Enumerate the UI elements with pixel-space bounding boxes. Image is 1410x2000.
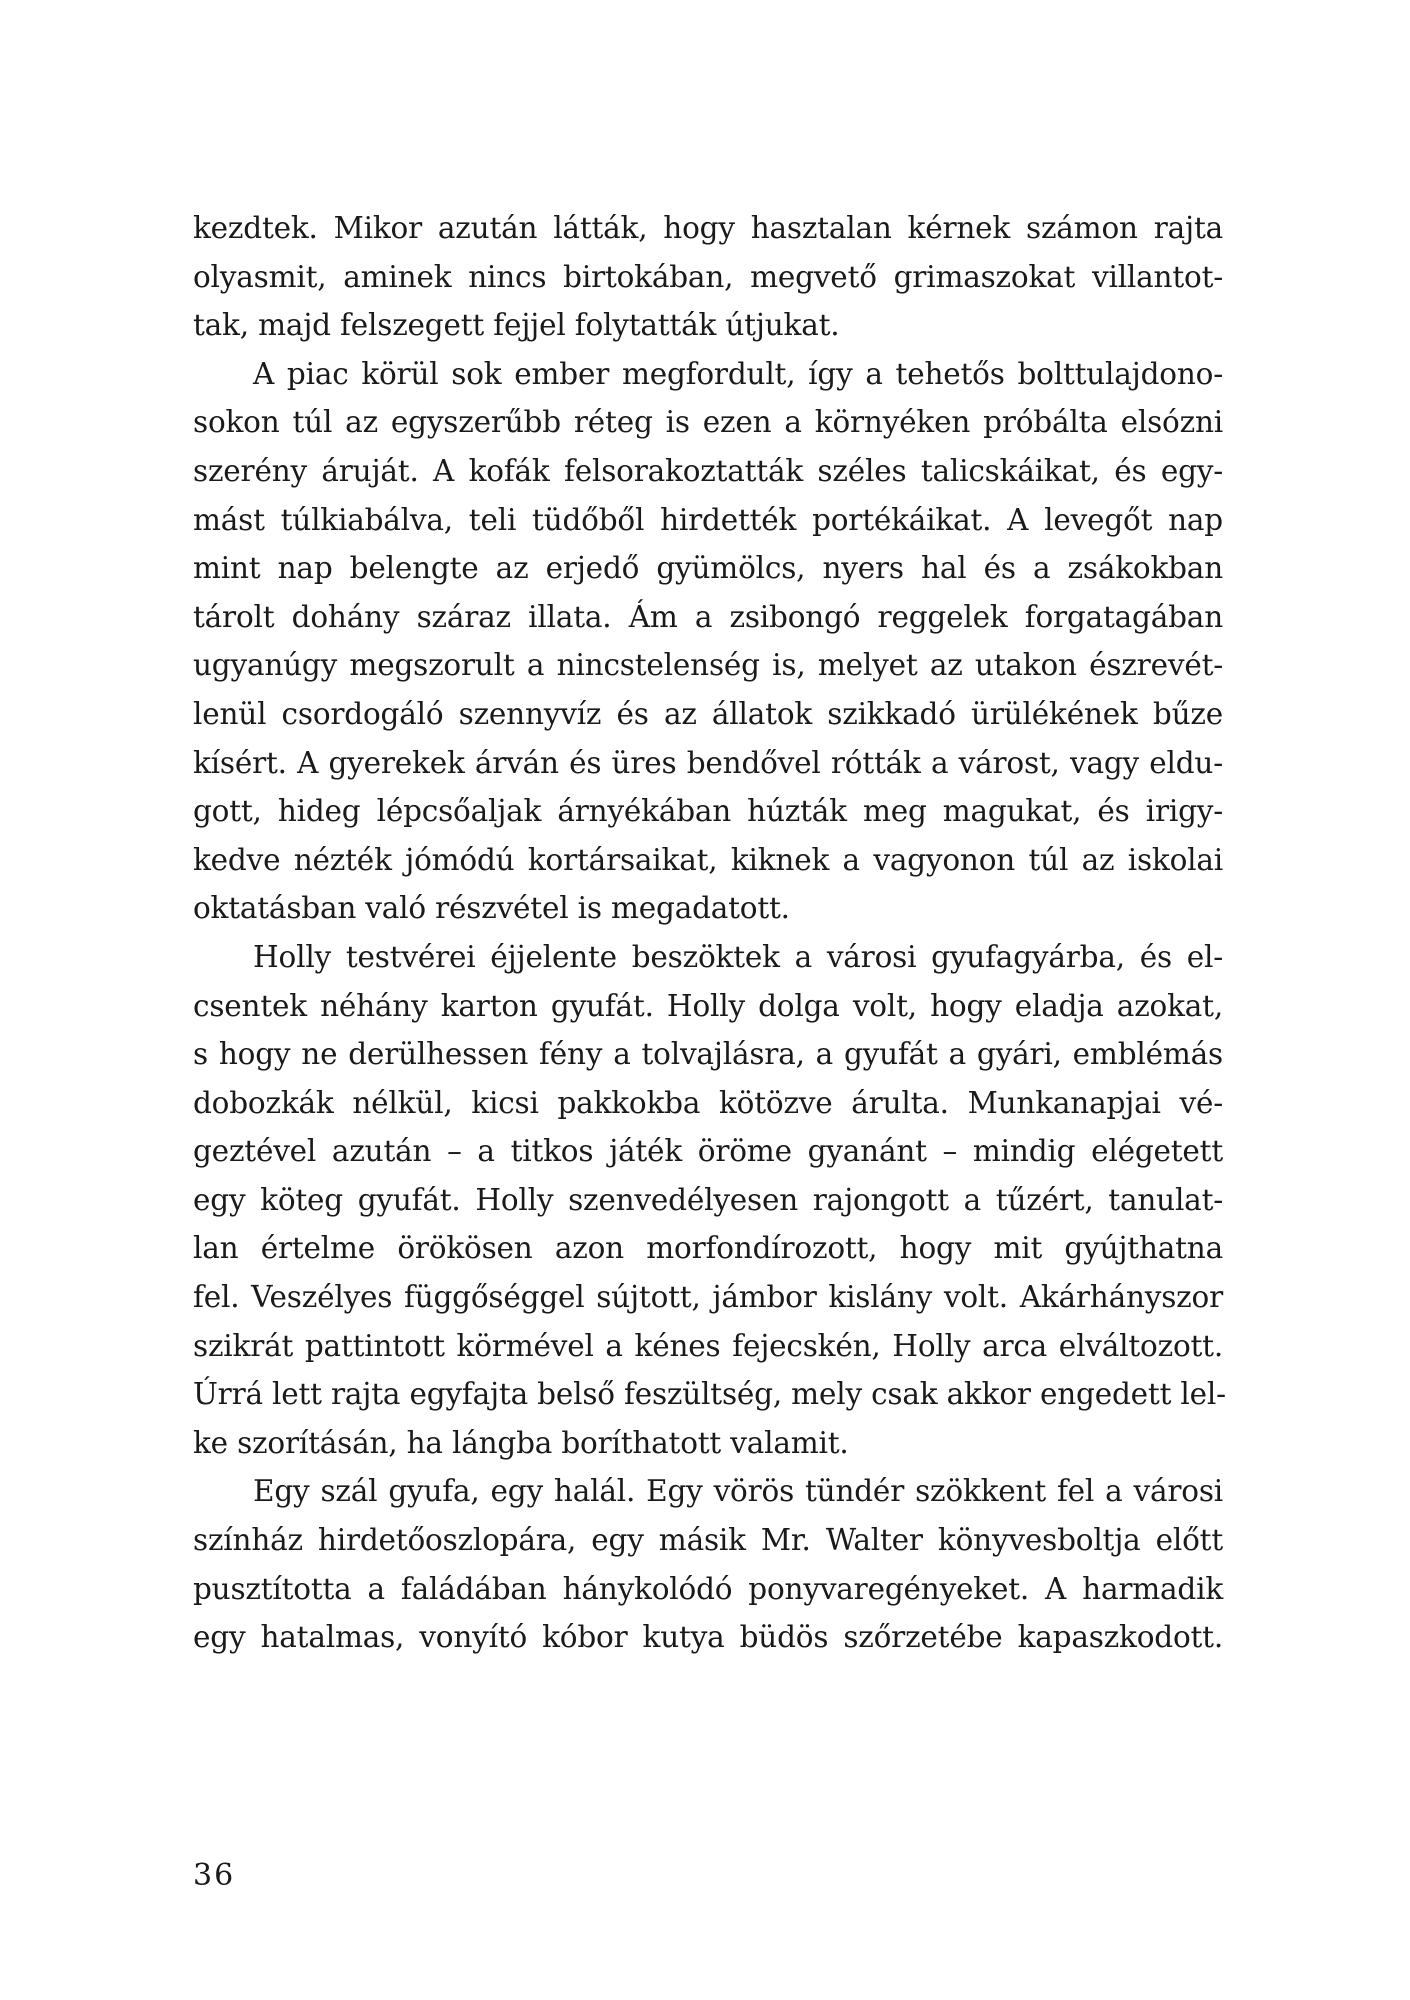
text-line: dobozkák nélkül, kicsi pakkokba kötözve árulta. Munkanapjai vé- xyxy=(193,1085,1223,1120)
text-line: szerény áruját. A kofák felsorakoztatták széles talicskáikat, és egy- xyxy=(193,453,1223,488)
text-line: egy hatalmas, vonyító kóbor kutya büdös szőrzetébe kapaszkodott. xyxy=(193,1620,1223,1655)
text-line: olyasmit, aminek nincs birtokában, megvető grimaszokat villantot- xyxy=(193,259,1223,294)
text-line: Holly testvérei éjjelente beszöktek a városi gyufagyárba, és el- xyxy=(253,939,1223,974)
text-line: geztével azután – a titkos játék öröme gyanánt – mindig elégetett xyxy=(193,1134,1223,1169)
text-line: Egy szál gyufa, egy halál. Egy vörös tündér szökkent fel a városi xyxy=(253,1474,1223,1509)
text-line: gott, hideg lépcsőaljak árnyékában húzták meg magukat, és irigy- xyxy=(193,794,1223,829)
text-line: kezdtek. Mikor azután látták, hogy hasztalan kérnek számon rajta xyxy=(193,211,1223,245)
text-line: mást túlkiabálva, teli tüdőből hirdették portékáikat. A levegőt nap xyxy=(193,502,1223,537)
text-line: pusztította a faládában hánykolódó ponyvaregényeket. A harmadik xyxy=(193,1571,1223,1606)
text-line: Úrrá lett rajta egyfajta belső feszültség, mely csak akkor engedett lel- xyxy=(193,1377,1226,1412)
paragraph xyxy=(193,350,1223,933)
text-line: s hogy ne derülhessen fény a tolvajlásra, a gyufát a gyári, emblémás xyxy=(193,1037,1223,1072)
text-line: fel. Veszélyes függőséggel sújtott, jámbor kislány volt. Akárhányszor xyxy=(193,1280,1223,1315)
text-line: egy köteg gyufát. Holly szenvedélyesen rajongott a tűzért, tanulat- xyxy=(193,1182,1223,1217)
paragraph xyxy=(193,1467,1223,1661)
paragraph xyxy=(193,204,1223,350)
text-line: szikrát pattintott körmével a kénes fejecskén, Holly arca elváltozott. xyxy=(193,1328,1223,1363)
text-line: A piac körül sok ember megfordult, így a tehetős bolttulajdono- xyxy=(253,356,1223,391)
text-line: kedve nézték jómódú kortársaikat, kiknek a vagyonon túl az iskolai xyxy=(193,842,1223,877)
text-line: oktatásban való részvétel is megadatott. xyxy=(193,891,790,926)
text-line: tárolt dohány száraz illata. Ám a zsibongó reggelek forgatagában xyxy=(193,599,1223,634)
text-line: ugyanúgy megszorult a nincstelenség is, melyet az utakon észrevét- xyxy=(193,648,1223,683)
text-line: színház hirdetőoszlopára, egy másik Mr. Walter könyvesboltja előtt xyxy=(193,1523,1223,1558)
text-line: kísért. A gyerekek árván és üres bendővel rótták a várost, vagy eldu- xyxy=(193,745,1223,780)
body-text xyxy=(193,204,1226,1662)
text-line: mint nap belengte az erjedő gyümölcs, nyers hal és a zsákokban xyxy=(193,551,1223,586)
text-line: tak, majd felszegett fejjel folytatták útjukat. xyxy=(193,308,840,343)
paragraph xyxy=(193,933,1226,1468)
text-line: sokon túl az egyszerűbb réteg is ezen a környéken próbálta elsózni xyxy=(193,405,1223,440)
text-line: ke szorításán, ha lángba boríthatott valamit. xyxy=(193,1425,849,1460)
page-number: 36 xyxy=(193,1858,236,1893)
text-line: lan értelme örökösen azon morfondírozott, hogy mit gyújthatna xyxy=(193,1231,1223,1266)
text-line: csentek néhány karton gyufát. Holly dolga volt, hogy eladja azokat, xyxy=(193,988,1223,1023)
text-line: lenül csordogáló szennyvíz és az állatok szikkadó ürülékének bűze xyxy=(193,696,1223,731)
